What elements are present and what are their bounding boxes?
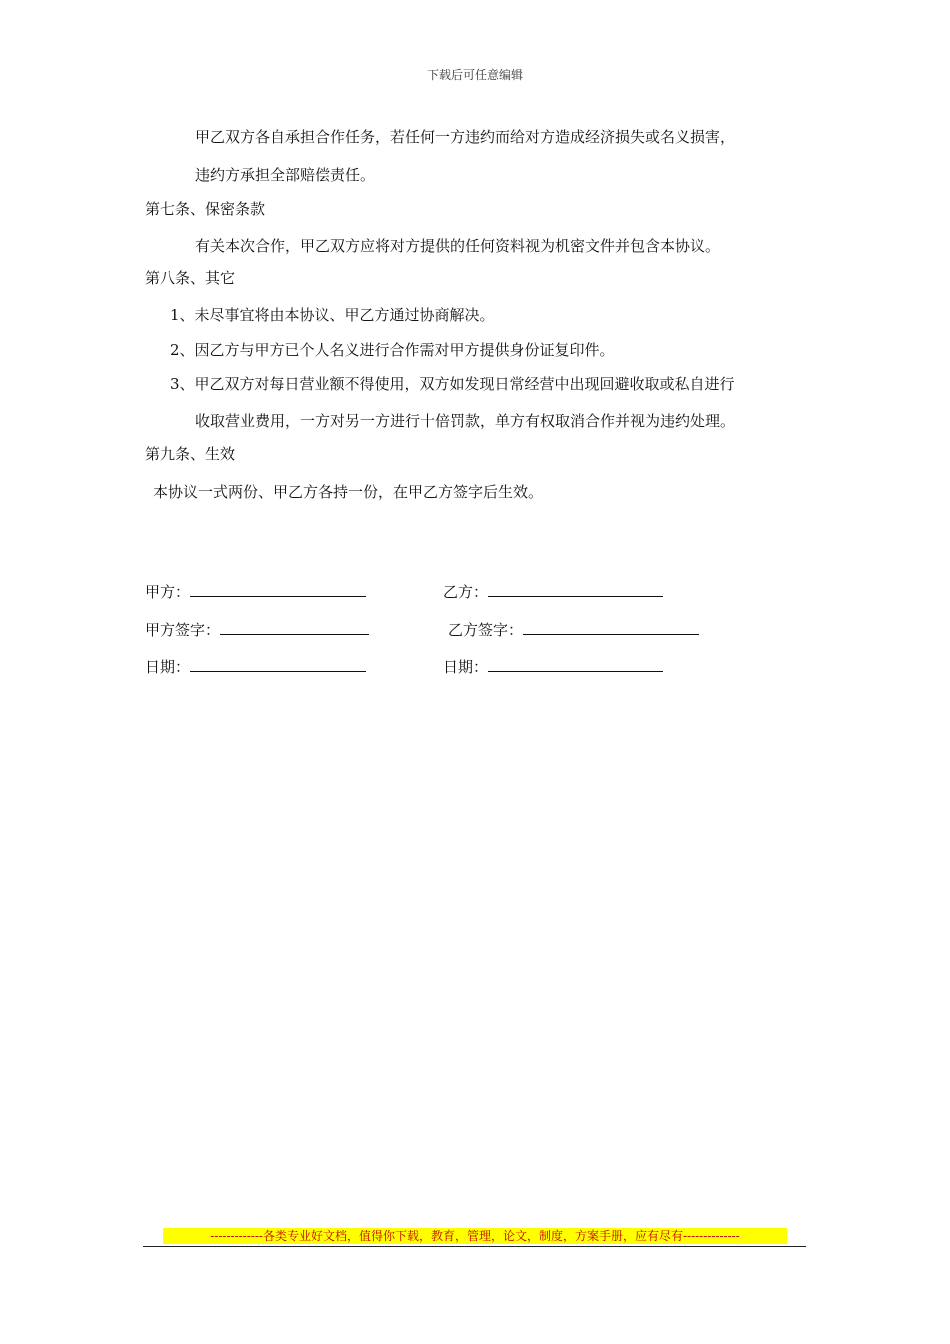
party-b-blank[interactable]: [488, 582, 663, 597]
date-b-field: [443, 657, 663, 677]
article-8-title: 第八条、其它: [145, 269, 236, 287]
article-8-item: 3、甲乙双方对每日营业额不得使用，双方如发现日常经营中出现回避收取或私自进行: [170, 375, 735, 393]
party-a-label: 甲方：: [145, 583, 191, 601]
article-9-text: 本协议一式两份、甲乙方各持一份，在甲乙方签字后生效。: [153, 483, 544, 501]
footer-divider: [143, 1246, 806, 1247]
party-a-sign-label: 甲方签字：: [145, 621, 221, 639]
party-a-sign-blank[interactable]: [220, 620, 369, 635]
article-7-title: 第七条、保密条款: [145, 200, 266, 218]
date-b-blank[interactable]: [488, 657, 663, 672]
date-b-label: 日期：: [443, 658, 489, 676]
article-9-title: 第九条、生效: [145, 445, 236, 463]
article-8-item: 1、未尽事宜将由本协议、甲乙方通过协商解决。: [170, 306, 495, 324]
party-b-sign-label: 乙方签字：: [448, 621, 524, 639]
article-7-text: 有关本次合作，甲乙双方应将对方提供的任何资料视为机密文件并包含本协议。: [195, 237, 721, 255]
article-8-item: 2、因乙方与甲方已个人名义进行合作需对甲方提供身份证复印件。: [170, 341, 615, 359]
paragraph-line: 违约方承担全部赔偿责任。: [195, 166, 376, 184]
date-a-field: [145, 657, 366, 677]
header-note: 下载后可任意编辑: [426, 68, 523, 82]
party-a-field: [145, 582, 366, 602]
article-8-item-continuation: 收取营业费用，一方对另一方进行十倍罚款，单方有权取消合作并视为违约处理。: [195, 412, 736, 430]
footer-banner: -------------各类专业好文档，值得你下载，教育，管理，论文，制度，方案手册，应有尽有--------------: [163, 1228, 787, 1244]
party-b-sign-field: [448, 620, 699, 640]
party-b-label: 乙方：: [443, 583, 489, 601]
party-a-blank[interactable]: [190, 582, 366, 597]
party-a-sign-field: [145, 620, 369, 640]
party-b-field: [443, 582, 663, 602]
party-b-sign-blank[interactable]: [523, 620, 699, 635]
date-a-label: 日期：: [145, 658, 191, 676]
date-a-blank[interactable]: [190, 657, 366, 672]
paragraph-line: 甲乙双方各自承担合作任务，若任何一方违约而给对方造成经济损失或名义损害，: [195, 128, 736, 146]
